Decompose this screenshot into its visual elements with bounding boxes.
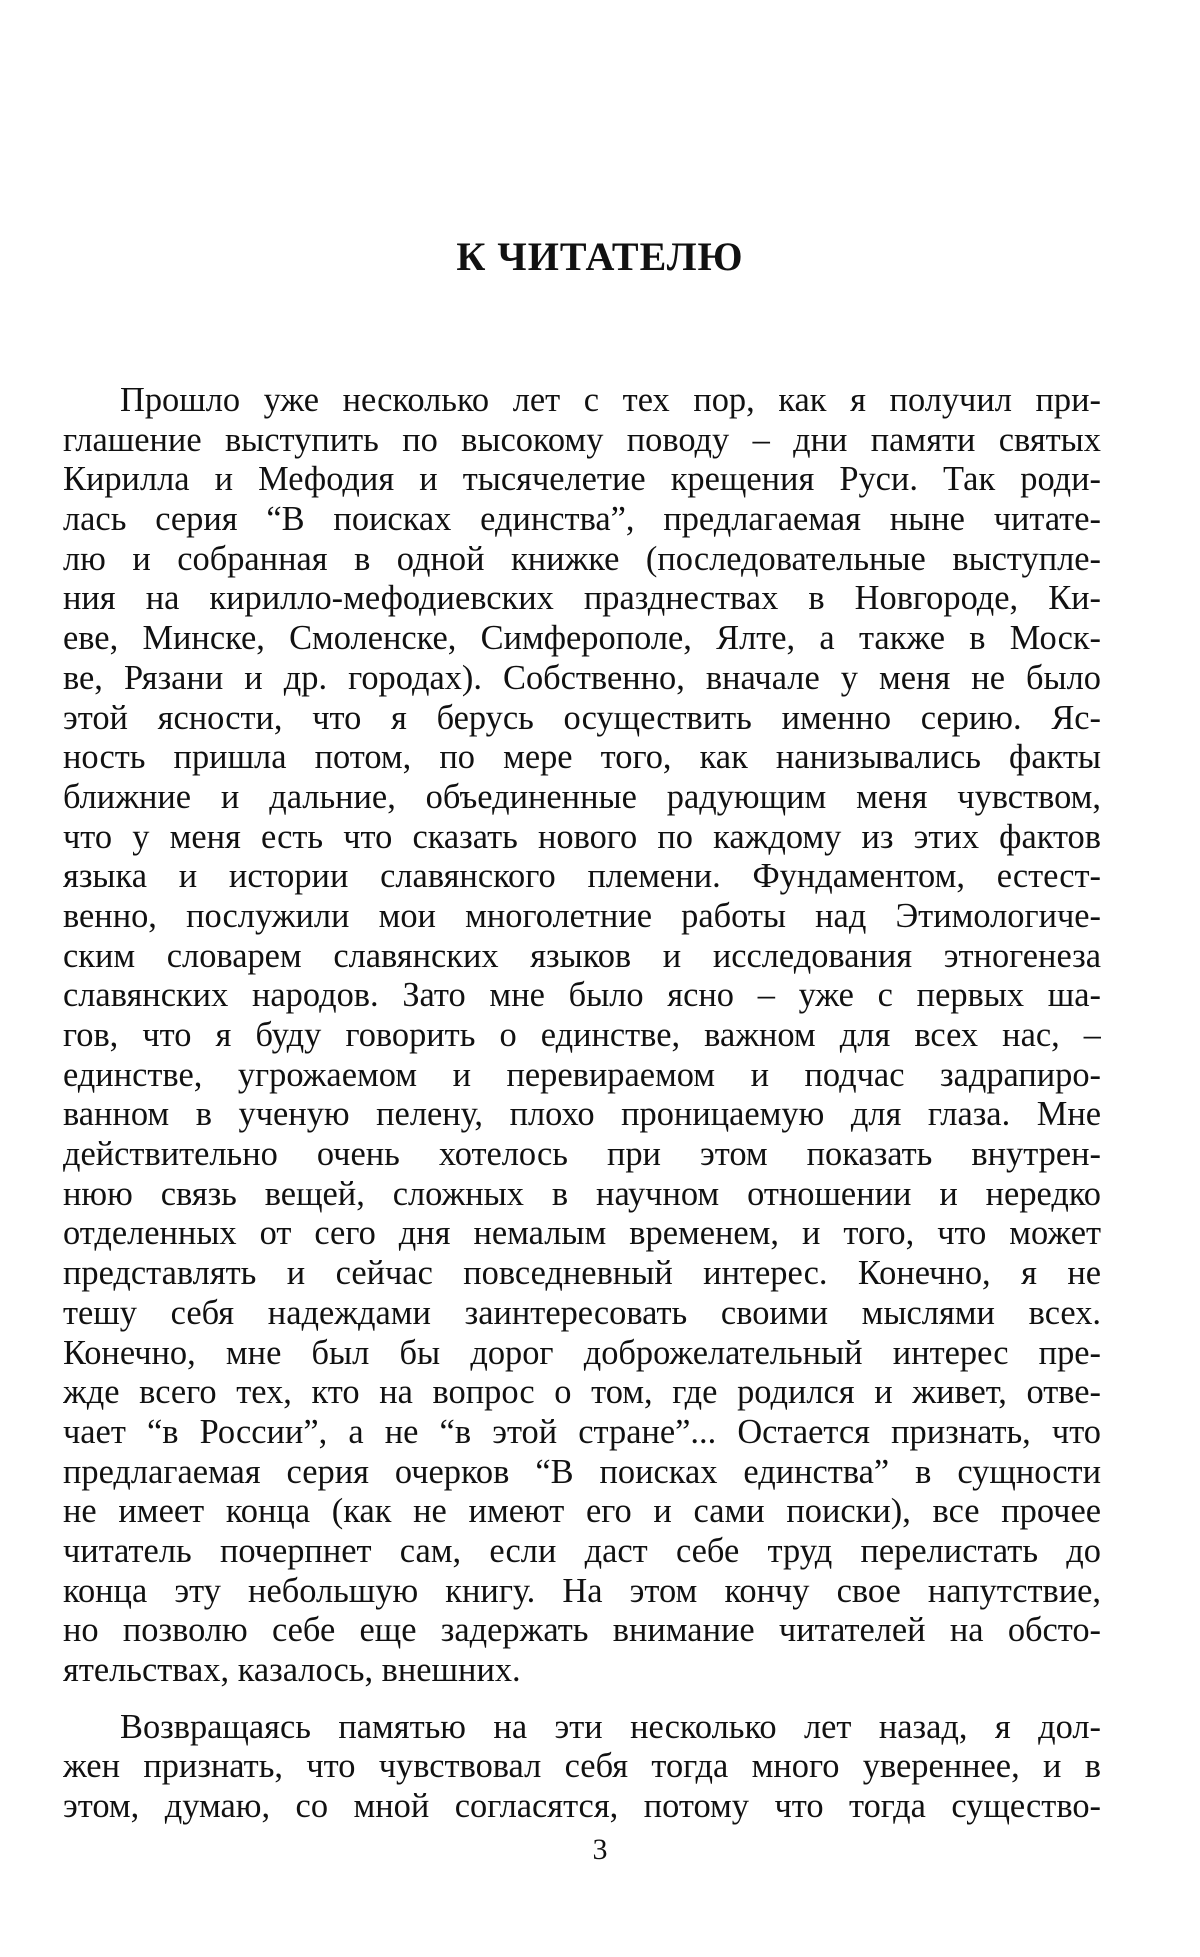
text-line: ским словарем славянских языков и исследования этногенеза (63, 936, 1101, 975)
text-line: еве, Минске, Смоленске, Симферополе, Ялте, а также в Моск- (63, 619, 1101, 658)
text-line: предлагаемая серия очерков “В поисках единства” в сущности (63, 1452, 1101, 1491)
text-line: чает “в России”, а не “в этой стране”... Остается признать, что (63, 1412, 1101, 1451)
text-line: читатель почерпнет сам, если даст себе труд перелистать до (63, 1531, 1101, 1570)
text-line: ятельствах, казалось, внешних. (63, 1651, 521, 1689)
text-line: лась серия “В поисках единства”, предлагаемая ныне читате- (63, 500, 1101, 539)
text-line: Прошло уже несколько лет с тех пор, как я получил при- (120, 381, 1101, 419)
text-line: ве, Рязани и др. городах). Собственно, вначале у меня не было (63, 658, 1101, 697)
text-line: отделенных от сего дня немалым временем, и того, что может (63, 1214, 1101, 1253)
text-line: но позволю себе еще задержать внимание читателей на обсто- (63, 1611, 1101, 1650)
text-line: Возвращаясь памятью на эти несколько лет назад, я дол- (120, 1707, 1101, 1746)
text-line: ность пришла потом, по мере того, как нанизывались факты (63, 738, 1101, 777)
text-line: жде всего тех, кто на вопрос о том, где родился и живет, отве- (63, 1373, 1101, 1412)
text-line: жен признать, что чувствовал себя тогда много увереннее, и в (63, 1747, 1101, 1786)
text-line: Конечно, мне был бы дорог доброжелательный интерес пре- (63, 1333, 1101, 1372)
text-line: глашение выступить по высокому поводу – дни памяти святых (63, 420, 1101, 459)
page-number: 3 (592, 1833, 608, 1866)
text-line: славянских народов. Зато мне было ясно – уже с первых ша- (63, 976, 1101, 1015)
text-line: тешу себя надеждами заинтересовать своими мыслями всех. (63, 1293, 1101, 1332)
text-line: гов, что я буду говорить о единстве, важном для всех нас, – (63, 1016, 1101, 1054)
text-line: этом, думаю, со мной согласятся, потому что тогда существо- (63, 1787, 1101, 1826)
text-line: ния на кирилло-мефодиевских празднествах в Новгороде, Ки- (63, 579, 1101, 618)
page-title: К ЧИТАТЕЛЮ (456, 234, 744, 279)
text-line: нюю связь вещей, сложных в научном отношении и нередко (63, 1174, 1101, 1213)
text-line: лю и собранная в одной книжке (последовательные выступле- (63, 539, 1101, 578)
text-line: что у меня есть что сказать нового по каждому из этих фактов (63, 817, 1101, 856)
text-line: ближние и дальние, объединенные радующим меня чувством, (63, 777, 1101, 816)
body-text (63, 381, 1101, 1827)
text-line: венно, послужили мои многолетние работы над Этимологиче- (63, 896, 1101, 935)
text-line: представлять и сейчас повседневный интерес. Конечно, я не (63, 1254, 1101, 1293)
text-line: единстве, угрожаемом и перевираемом и подчас задрапиро- (63, 1055, 1101, 1094)
text-line: Кирилла и Мефодия и тысячелетие крещения Руси. Так роди- (63, 460, 1101, 499)
text-line: этой ясности, что я берусь осуществить именно серию. Яс- (63, 698, 1101, 737)
text-line: ванном в ученую пелену, плохо проницаемую для глаза. Мне (63, 1095, 1101, 1134)
text-line: конца эту небольшую книгу. На этом кончу свое напутствие, (63, 1571, 1101, 1610)
text-line: действительно очень хотелось при этом показать внутрен- (63, 1135, 1101, 1174)
text-line: не имеет конца (как не имеют его и сами поиски), все прочее (63, 1492, 1101, 1531)
text-line: языка и истории славянского племени. Фундаментом, естест- (63, 857, 1101, 896)
